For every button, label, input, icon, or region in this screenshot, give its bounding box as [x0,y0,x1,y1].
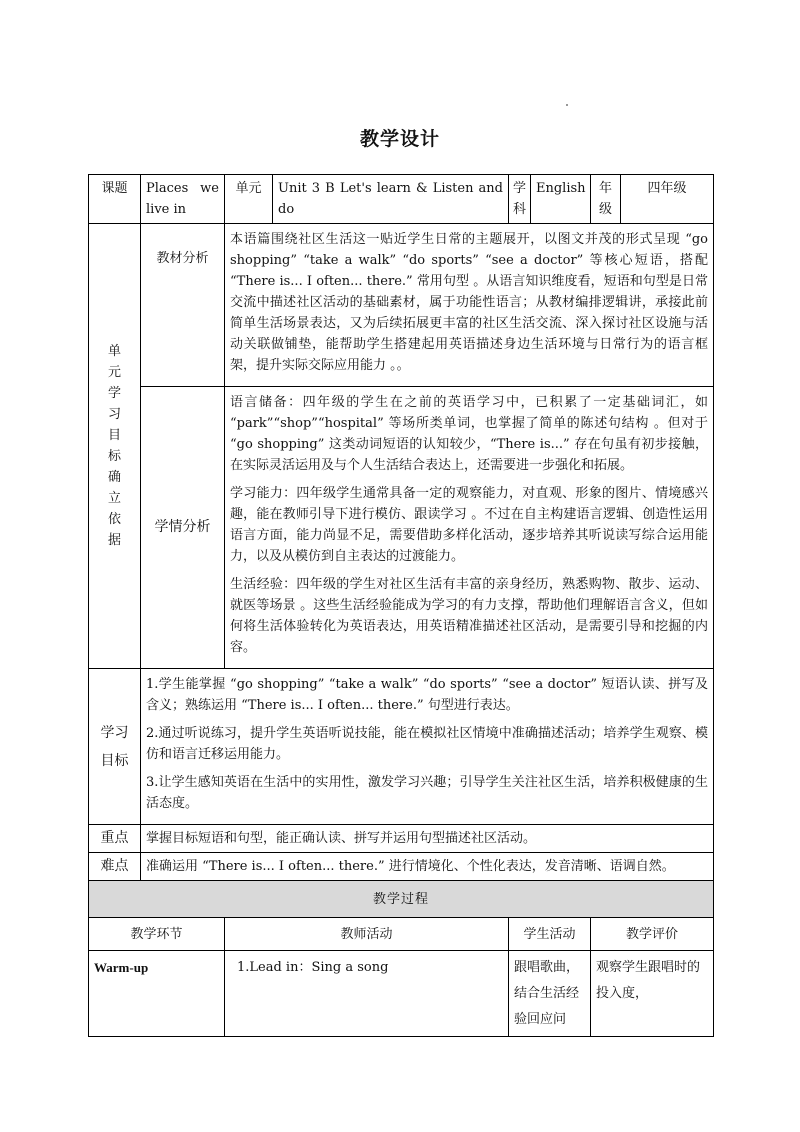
key-point-text: 掌握目标短语和句型，能正确认读、拼写并运用句型描述社区活动。 [141,825,714,853]
student-activity-cell: 跟唱歌曲，结合生活经验回应问 [509,951,591,1037]
goals-text [141,669,714,825]
learner-analysis-row [89,387,714,669]
textbook-label: 教材分析 [141,224,225,387]
unit-label: 单元 [225,175,273,224]
goal-item-2: 2.通过听说练习，提升学生英语听说技能，能在模拟社区情境中准确描述活动；培养学生观察、模仿和语言迁移运用能力。 [146,726,708,762]
goals-label: 学习目标 [89,669,141,825]
learner-paragraph-life: 生活经验：四年级的学生对社区生活有丰富的亲身经历，熟悉购物、散步、运动、就医等场景 。这些生活经验能成为学习的有力支撑，帮助他们理解语言含义，但如何将生活体验转化为英语表达，用英语精准描述社区活动，是需要引导和挖掘的内容。 [230,577,708,655]
textbook-text [225,224,714,387]
table-row [89,951,714,1037]
goal-item-1: 1.学生能掌握 “go shopping” “take a walk” “do sports” “see a doctor” 短语认读、拼写及含义；熟练运用 “There is... I often... there.” 句型进行表达。 [146,677,708,713]
goals-row [89,669,714,825]
textbook-analysis-row [89,224,714,387]
learner-text [225,387,714,669]
basis-vertical-label: 单元学习目标确立依据 [89,224,141,669]
subject-value: English [531,175,591,224]
column-student: 学生活动 [509,918,591,951]
teacher-activity-cell: 1.Lead in：Sing a song [225,951,509,1037]
key-point-label: 重点 [89,825,141,853]
evaluation-cell: 观察学生跟唱时的投入度， [591,951,714,1037]
subject-label: 学科 [509,175,531,224]
unit-value: Unit 3 B Let's learn & Listen and do [273,175,509,224]
difficulty-row [89,853,714,881]
course-value: Places we live in [141,175,225,224]
lesson-plan-table [88,174,714,1037]
process-head-row [89,881,714,918]
column-stage: 教学环节 [89,918,225,951]
course-label: 课题 [89,175,141,224]
key-point-row [89,825,714,853]
learner-paragraph-language: 语言储备：四年级的学生在之前的英语学习中，已积累了一定基础词汇，如 “park”“shop”“hospital” 等场所类单词，也掌握了简单的陈述句结构 。但对于 “go shopping” 这类动词短语的认知较少，“There is...” 存在句虽有初步接触，在实际灵活运用及与个人生活结合表达上，还需要进一步强化和拓展。 [230,395,708,473]
process-columns-row [89,918,714,951]
stray-dot [566,104,568,106]
learner-paragraph-ability: 学习能力：四年级学生通常具备一定的观察能力，对直观、形象的图片、情境感兴趣，能在教师引导下进行模仿、跟读学习 。不过在自主构建语言逻辑、创造性运用语言方面，能力尚显不足，需要借助多样化活动，逐步培养其听说读写综合运用能力，以及从模仿到自主表达的过渡能力。 [230,486,708,564]
difficulty-text: 准确运用 “There is... I often... there.” 进行情境化、个性化表达，发音清晰、语调自然。 [141,853,714,881]
header-row [89,175,714,224]
grade-label: 年级 [591,175,621,224]
page-title: 教学设计 [359,128,440,150]
learner-label: 学情分析 [141,387,225,669]
column-teacher: 教师活动 [225,918,509,951]
textbook-paragraph: 本语篇围绕社区生活这一贴近学生日常的主题展开，以图文并茂的形式呈现 “go shopping” “take a walk” “do sports” “see a doctor” 等核心短语，搭配 “There is... I often... there.” 常用句型 。从语言知识维度看，短语和句型是日常交流中描述社区活动的基础素材，属于功能性语言；从教材编排逻辑讲，承接此前简单生活场景表达，又为后续拓展更丰富的社区生活交流、深入探讨社区设施与活动关联做铺垫，能帮助学生搭建起用英语描述身边生活环境与日常行为的语言框架，提升实际交际应用能力 。。 [230,232,708,373]
difficulty-label: 难点 [89,853,141,881]
goal-item-3: 3.让学生感知英语在生活中的实用性，激发学习兴趣；引导学生关注社区生活，培养积极健康的生活态度。 [146,775,708,811]
column-evaluation: 教学评价 [591,918,714,951]
process-title: 教学过程 [89,881,714,918]
stage-cell: Warm-up [89,951,225,1037]
grade-value: 四年级 [621,175,714,224]
